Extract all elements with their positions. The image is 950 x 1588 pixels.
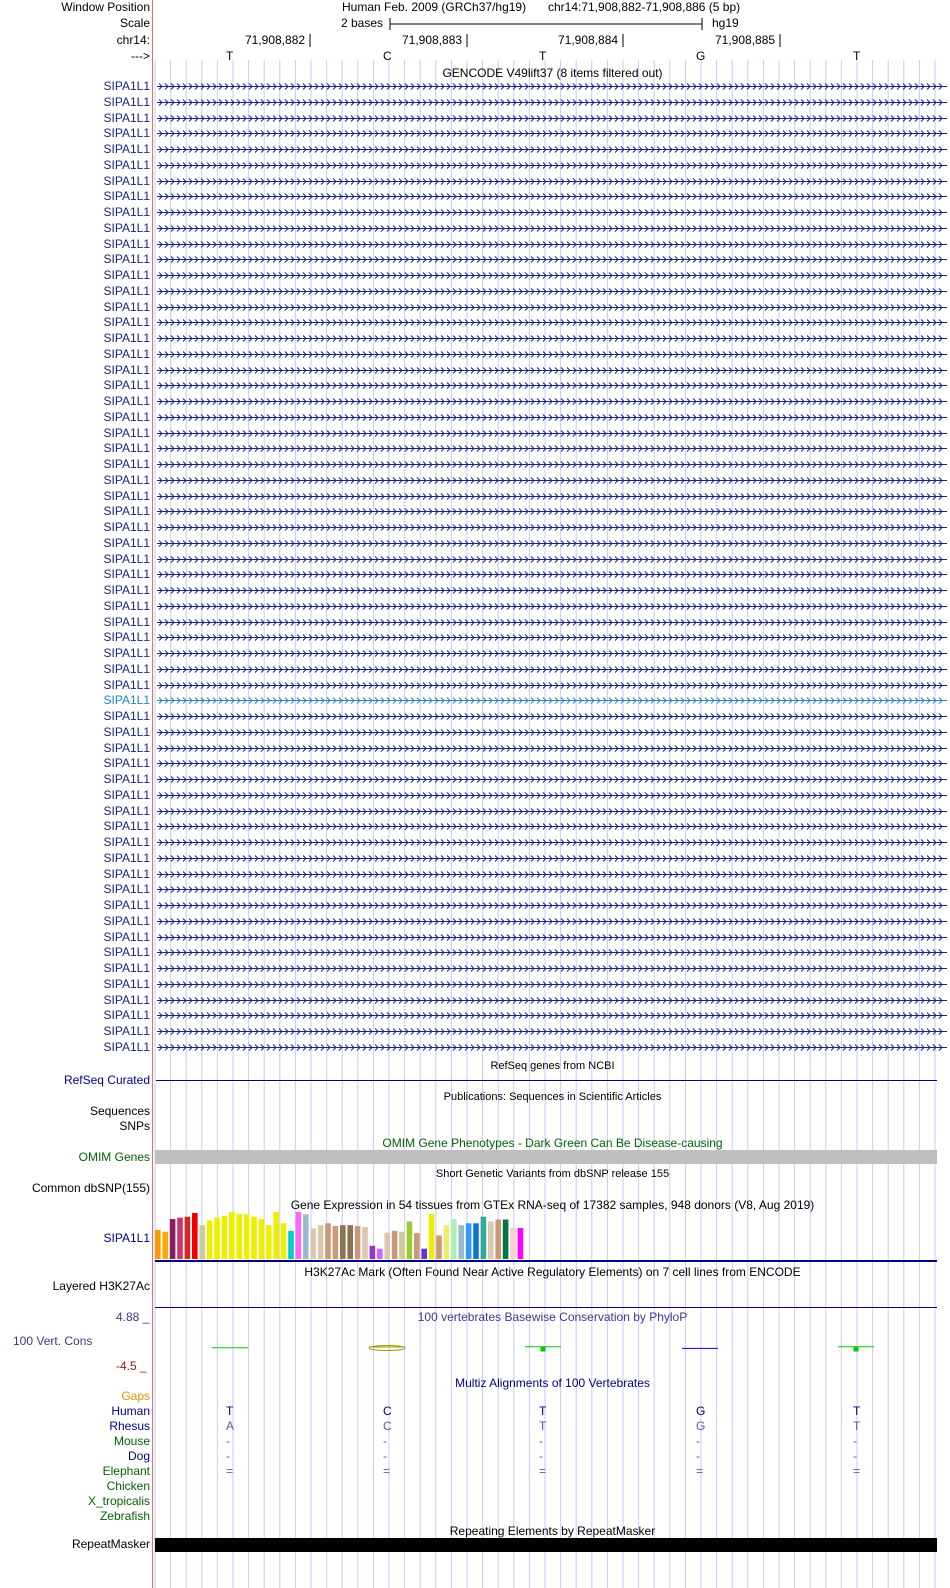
gencode-transcript-label[interactable]: SIPA1L1	[103, 630, 150, 645]
gtex-bar-chart[interactable]	[154, 1212, 554, 1260]
multiz-base: G	[696, 1404, 706, 1418]
gtex-tissue-bar	[466, 1223, 472, 1259]
gtex-tissue-bar	[473, 1223, 479, 1259]
gencode-transcript[interactable]	[157, 835, 947, 850]
multiz-species-label: Mouse	[113, 1434, 150, 1448]
gencode-transcript[interactable]	[157, 331, 947, 346]
gencode-transcript[interactable]	[157, 489, 947, 504]
gencode-transcript-label[interactable]: SIPA1L1	[103, 220, 150, 235]
gencode-transcript-label[interactable]: SIPA1L1	[103, 189, 150, 204]
multiz-base: =	[696, 1464, 704, 1478]
omim-track-label[interactable]: OMIM Genes	[78, 1150, 150, 1164]
position-range: chr14:71,908,882-71,908,886 (5 bp)	[548, 0, 741, 14]
gtex-tissue-bar	[488, 1221, 494, 1259]
gencode-transcript[interactable]	[157, 111, 947, 126]
gencode-transcript-label[interactable]: SIPA1L1	[103, 346, 150, 361]
gencode-transcript[interactable]	[157, 95, 947, 110]
gencode-transcript-label[interactable]: SIPA1L1	[103, 1008, 150, 1023]
gtex-tissue-bar	[229, 1212, 235, 1259]
gencode-transcript[interactable]	[157, 1008, 947, 1023]
gtex-tissue-bar	[458, 1225, 464, 1259]
gencode-transcript[interactable]	[157, 79, 947, 94]
gencode-transcript[interactable]	[157, 646, 947, 661]
gencode-transcript-label[interactable]: SIPA1L1	[103, 1024, 150, 1038]
ref-base: G	[696, 49, 706, 63]
gencode-transcript-label[interactable]: SIPA1L1	[103, 535, 150, 550]
gencode-transcript[interactable]	[157, 630, 947, 645]
gtex-tissue-bar	[303, 1214, 309, 1259]
gencode-transcript[interactable]	[157, 804, 947, 819]
gencode-transcript[interactable]	[157, 174, 947, 189]
gencode-transcript[interactable]	[157, 945, 947, 960]
gencode-transcript-label[interactable]: SIPA1L1	[103, 898, 150, 912]
gtex-tissue-bar	[444, 1225, 450, 1259]
gencode-transcript[interactable]	[157, 205, 947, 220]
multiz-base: -	[226, 1449, 230, 1463]
gencode-transcript[interactable]	[157, 725, 947, 740]
gencode-transcript-label[interactable]: SIPA1L1	[103, 236, 150, 251]
gencode-transcript[interactable]	[157, 756, 947, 771]
coord-tick-label: 71,908,883	[402, 33, 463, 47]
gencode-track-title[interactable]: GENCODE V49lift37 (8 items filtered out)	[442, 66, 663, 80]
gencode-transcript[interactable]	[157, 426, 947, 441]
gtex-tissue-bar	[214, 1218, 220, 1259]
gtex-tissue-bar	[155, 1230, 161, 1259]
gencode-transcript-label[interactable]: SIPA1L1	[103, 488, 150, 503]
gencode-transcript[interactable]	[157, 615, 947, 630]
gencode-transcript[interactable]	[157, 473, 947, 488]
gtex-track-title[interactable]: Gene Expression in 54 tissues from GTEx RNA-seq of 17382 samples, 948 donors (V8, Aug 2019)	[290, 1198, 815, 1212]
gtex-tissue-bar	[510, 1228, 516, 1259]
gencode-transcript-label[interactable]: SIPA1L1	[103, 677, 150, 692]
gencode-transcript[interactable]	[157, 867, 947, 882]
gtex-tissue-bar	[244, 1214, 250, 1259]
gencode-transcript-label[interactable]: SIPA1L1	[103, 772, 150, 786]
ref-base: T	[539, 49, 547, 63]
refseq-gene-line[interactable]	[156, 1080, 937, 1081]
gencode-transcript-label[interactable]: SIPA1L1	[103, 315, 150, 330]
gtex-tissue-bar	[251, 1217, 257, 1259]
multiz-base: -	[539, 1449, 543, 1463]
gtex-track-label[interactable]: SIPA1L1	[103, 1231, 150, 1245]
gencode-transcript[interactable]	[157, 1040, 947, 1055]
gencode-transcript-label[interactable]: SIPA1L1	[103, 378, 150, 393]
gencode-transcript-label[interactable]: SIPA1L1	[103, 740, 150, 755]
gencode-transcript-label[interactable]: SIPA1L1	[103, 94, 150, 109]
gencode-transcript[interactable]	[157, 410, 947, 425]
gencode-transcript[interactable]	[157, 567, 947, 582]
multiz-base: -	[383, 1434, 387, 1448]
gtex-tissue-bar	[266, 1225, 272, 1259]
gtex-tissue-bar	[503, 1220, 509, 1259]
gtex-tissue-bar	[421, 1249, 427, 1259]
gencode-transcript[interactable]	[157, 394, 947, 409]
ref-base: T	[226, 49, 234, 63]
phylop-signal[interactable]	[155, 1320, 937, 1380]
gencode-transcript-label[interactable]: SIPA1L1	[103, 709, 150, 723]
gtex-tissue-bar	[392, 1231, 398, 1259]
multiz-base: T	[539, 1419, 547, 1433]
multiz-species-label: Dog	[127, 1449, 150, 1463]
phylop-score-mark	[854, 1347, 859, 1352]
gencode-transcript[interactable]	[157, 363, 947, 378]
gtex-tissue-bar	[185, 1217, 191, 1259]
gencode-transcript-label[interactable]: SIPA1L1	[103, 646, 150, 660]
gencode-transcript-label[interactable]: SIPA1L1	[103, 598, 150, 613]
gencode-transcript-label[interactable]: SIPA1L1	[103, 157, 150, 172]
gencode-transcript-label[interactable]: SIPA1L1	[103, 394, 150, 408]
gtex-tissue-bar	[162, 1232, 168, 1259]
gencode-transcript[interactable]	[157, 772, 947, 787]
gencode-transcript[interactable]	[157, 678, 947, 693]
gencode-transcript-label[interactable]: SIPA1L1	[103, 472, 150, 487]
gencode-transcript-label[interactable]: SIPA1L1	[103, 567, 150, 582]
gencode-transcript-label[interactable]: SIPA1L1	[103, 913, 150, 928]
multiz-base: -	[853, 1449, 857, 1463]
gencode-transcript-label[interactable]: SIPA1L1	[103, 425, 150, 440]
gtex-tissue-bar	[340, 1225, 346, 1259]
gtex-tissue-bar	[495, 1220, 501, 1259]
gtex-tissue-bar	[384, 1233, 390, 1259]
gencode-transcript-label[interactable]: SIPA1L1	[103, 945, 150, 960]
multiz-track-title[interactable]: Multiz Alignments of 100 Vertebrates	[455, 1376, 650, 1390]
multiz-gaps-label: Gaps	[121, 1389, 150, 1403]
gtex-tissue-bar	[236, 1214, 242, 1259]
gencode-transcript-label[interactable]: SIPA1L1	[103, 283, 150, 298]
gencode-transcript[interactable]	[157, 457, 947, 472]
gencode-transcript-label[interactable]: SIPA1L1	[103, 331, 150, 345]
gtex-tissue-bar	[273, 1212, 279, 1259]
gencode-transcript-label[interactable]: SIPA1L1	[103, 268, 150, 282]
gencode-transcript-label[interactable]: SIPA1L1	[103, 882, 150, 897]
gencode-transcript-label[interactable]: SIPA1L1	[103, 929, 150, 944]
scale-label: Scale	[119, 16, 150, 30]
phylop-ymax: 4.88 _	[116, 1310, 150, 1324]
gencode-transcript[interactable]	[157, 693, 947, 708]
snps-track-label[interactable]: SNPs	[119, 1119, 150, 1133]
gencode-transcript[interactable]	[157, 709, 947, 724]
gencode-transcript[interactable]	[157, 378, 947, 393]
multiz-species-label: Zebrafish	[99, 1509, 150, 1523]
coord-ticks	[0, 33, 950, 48]
gtex-tissue-bar	[370, 1246, 376, 1259]
gencode-transcript-label[interactable]: SIPA1L1	[103, 441, 150, 456]
gencode-transcript-label[interactable]: SIPA1L1	[103, 724, 150, 739]
gencode-transcript[interactable]	[157, 237, 947, 252]
multiz-species-label: Rhesus	[109, 1419, 150, 1433]
gtex-tissue-bar	[362, 1227, 368, 1259]
gtex-tissue-bar	[451, 1219, 457, 1259]
gencode-transcript-label[interactable]: SIPA1L1	[103, 756, 150, 771]
multiz-species-label: Elephant	[102, 1464, 150, 1478]
gencode-transcript-label[interactable]: SIPA1L1	[103, 803, 150, 818]
gtex-tissue-bar	[518, 1228, 524, 1259]
gencode-transcript-label[interactable]: SIPA1L1	[103, 866, 150, 881]
gtex-tissue-bar	[207, 1220, 213, 1259]
gtex-tissue-bar	[199, 1225, 205, 1259]
h3k27ac-track-label[interactable]: Layered H3K27Ac	[52, 1279, 150, 1293]
gencode-transcript-label[interactable]: SIPA1L1	[103, 205, 150, 219]
multiz-base: G	[696, 1419, 706, 1433]
gencode-transcript[interactable]	[157, 536, 947, 551]
gtex-tissue-bar	[222, 1216, 228, 1259]
gtex-tissue-bar	[414, 1233, 420, 1259]
multiz-base: T	[226, 1404, 234, 1418]
gencode-transcript-label[interactable]: SIPA1L1	[103, 976, 150, 991]
gencode-transcript[interactable]	[157, 599, 947, 614]
gtex-tissue-bar	[429, 1214, 435, 1259]
gencode-transcript-label[interactable]: SIPA1L1	[103, 1039, 150, 1054]
multiz-base: -	[226, 1434, 230, 1448]
gencode-transcript-label[interactable]: SIPA1L1	[103, 992, 150, 1007]
multiz-base: C	[383, 1419, 392, 1433]
gencode-transcript[interactable]	[157, 788, 947, 803]
gtex-tissue-bar	[310, 1228, 316, 1259]
multiz-base: T	[853, 1419, 861, 1433]
sequences-track-label[interactable]: Sequences	[89, 1104, 150, 1118]
multiz-base: -	[696, 1449, 700, 1463]
gencode-transcript[interactable]	[157, 741, 947, 756]
dbsnp-track-label[interactable]: Common dbSNP(155)	[31, 1181, 150, 1195]
gencode-transcript[interactable]	[157, 315, 947, 330]
gencode-transcript[interactable]	[157, 993, 947, 1008]
scale-text: 2 bases	[341, 16, 384, 30]
gtex-tissue-bar	[288, 1231, 294, 1259]
multiz-species-label: Human	[111, 1404, 150, 1418]
gtex-tissue-bar	[377, 1249, 383, 1259]
gencode-transcript-label[interactable]: SIPA1L1	[103, 362, 150, 377]
multiz-base: -	[383, 1449, 387, 1463]
multiz-base: A	[226, 1419, 235, 1433]
multiz-species-label: X_tropicalis	[87, 1494, 150, 1508]
strand-arrow-label: --->	[131, 49, 150, 63]
multiz-base: -	[696, 1434, 700, 1448]
multiz-base: T	[853, 1404, 861, 1418]
gencode-transcript[interactable]	[157, 930, 947, 945]
repeatmasker-track-title[interactable]: Repeating Elements by RepeatMasker	[449, 1524, 656, 1538]
gtex-tissue-bar	[318, 1225, 324, 1259]
gtex-tissue-bar	[347, 1225, 353, 1259]
multiz-base: C	[383, 1404, 392, 1418]
multiz-base: =	[539, 1464, 547, 1478]
gencode-transcript[interactable]	[157, 189, 947, 204]
gencode-transcript[interactable]	[157, 882, 947, 897]
gencode-transcript[interactable]	[157, 898, 947, 913]
gencode-transcript-label[interactable]: SIPA1L1	[103, 457, 150, 471]
gencode-transcript[interactable]	[157, 851, 947, 866]
gencode-transcript[interactable]	[157, 520, 947, 535]
gencode-transcript[interactable]	[157, 583, 947, 598]
gtex-gene-line	[155, 1260, 937, 1262]
gencode-transcript[interactable]	[157, 158, 947, 173]
gtex-tissue-bar	[355, 1226, 361, 1259]
gencode-transcript-label[interactable]: SIPA1L1	[103, 614, 150, 629]
gtex-tissue-bar	[333, 1226, 339, 1259]
multiz-base: -	[853, 1434, 857, 1448]
repeatmasker-bar[interactable]	[155, 1538, 937, 1552]
gencode-transcript[interactable]	[157, 142, 947, 157]
gtex-tissue-bar	[281, 1223, 287, 1259]
phylop-ymin: -4.5 _	[116, 1359, 147, 1373]
gencode-transcript-label[interactable]: SIPA1L1	[103, 551, 150, 566]
gencode-transcript-label[interactable]: SIPA1L1	[103, 787, 150, 802]
gencode-transcript[interactable]	[157, 221, 947, 236]
gtex-tissue-bar	[192, 1213, 198, 1259]
ref-base: C	[383, 49, 392, 63]
multiz-base: =	[226, 1464, 234, 1478]
gencode-transcript-label[interactable]: SIPA1L1	[103, 173, 150, 188]
gtex-tissue-bar	[399, 1232, 405, 1259]
gencode-transcript[interactable]	[157, 504, 947, 519]
gencode-transcript-label[interactable]: SIPA1L1	[103, 961, 150, 975]
chrom-label: chr14:	[116, 33, 150, 47]
refseq-track-label[interactable]: RefSeq Curated	[63, 1073, 150, 1087]
h3k27ac-track-title[interactable]: H3K27Ac Mark (Often Found Near Active Regulatory Elements) on 7 cell lines from ENCODE	[304, 1265, 801, 1279]
omim-track-title[interactable]: OMIM Gene Phenotypes - Dark Green Can Be Disease-causing	[382, 1136, 723, 1150]
gencode-transcript-label[interactable]: SIPA1L1	[103, 693, 150, 708]
gencode-transcript-label[interactable]: SIPA1L1	[103, 583, 150, 597]
gencode-transcript-label[interactable]: SIPA1L1	[103, 520, 150, 534]
gtex-tissue-bar	[481, 1217, 487, 1259]
gencode-transcript[interactable]	[157, 284, 947, 299]
multiz-base: =	[383, 1464, 391, 1478]
gencode-transcript[interactable]	[157, 552, 947, 567]
multiz-species-label: Chicken	[106, 1479, 150, 1493]
coord-tick-label: 71,908,884	[558, 33, 619, 47]
coord-tick-label: 71,908,882	[245, 33, 306, 47]
gtex-tissue-bar	[170, 1219, 176, 1259]
gencode-transcript[interactable]	[157, 1024, 947, 1039]
gencode-transcript[interactable]	[157, 252, 947, 267]
gencode-transcript[interactable]	[157, 961, 947, 976]
phylop-track-title[interactable]: 100 vertebrates Basewise Conservation by PhyloP	[417, 1310, 688, 1324]
refseq-track-title[interactable]: RefSeq genes from NCBI	[490, 1060, 615, 1072]
gencode-transcript[interactable]	[157, 662, 947, 677]
window-position-label: Window Position	[61, 0, 150, 14]
gencode-transcript-label[interactable]: SIPA1L1	[103, 299, 150, 314]
gencode-transcript[interactable]	[157, 441, 947, 456]
gtex-tissue-bar	[296, 1212, 302, 1259]
gencode-transcript[interactable]	[157, 300, 947, 315]
gencode-transcript-label[interactable]: SIPA1L1	[103, 835, 150, 849]
h3k27ac-baseline	[155, 1307, 937, 1308]
phylop-score-mark	[541, 1347, 546, 1352]
gtex-tissue-bar	[259, 1219, 265, 1259]
dbsnp-track-title[interactable]: Short Genetic Variants from dbSNP release 155	[435, 1168, 670, 1180]
multiz-base: =	[853, 1464, 861, 1478]
gencode-transcript-label[interactable]: SIPA1L1	[103, 110, 150, 125]
gtex-tissue-bar	[407, 1221, 413, 1259]
gtex-tissue-bar	[177, 1218, 183, 1259]
gencode-transcript-label[interactable]: SIPA1L1	[103, 819, 150, 834]
phylop-track-label[interactable]: 100 Vert. Cons	[13, 1334, 93, 1348]
phylop-score-mark	[369, 1346, 405, 1351]
scale-bar	[388, 17, 706, 31]
gencode-transcript-label[interactable]: SIPA1L1	[103, 504, 150, 519]
gencode-transcript-label[interactable]: SIPA1L1	[103, 126, 150, 141]
repeatmasker-track-label[interactable]: RepeatMasker	[71, 1537, 150, 1551]
gencode-transcript-label[interactable]: SIPA1L1	[103, 142, 150, 156]
gencode-transcript[interactable]	[157, 347, 947, 362]
gencode-transcript-label[interactable]: SIPA1L1	[103, 661, 150, 676]
multiz-base: -	[539, 1434, 543, 1448]
gencode-transcript[interactable]	[157, 914, 947, 929]
gtex-tissue-bar	[325, 1223, 331, 1259]
gencode-transcript-label[interactable]: SIPA1L1	[103, 850, 150, 865]
gtex-tissue-bar	[436, 1236, 442, 1260]
coord-tick-label: 71,908,885	[715, 33, 776, 47]
gencode-transcript[interactable]	[157, 819, 947, 834]
gencode-transcript[interactable]	[157, 126, 947, 141]
db-name: hg19	[712, 16, 739, 30]
publications-track-title[interactable]: Publications: Sequences in Scientific Articles	[443, 1091, 662, 1103]
omim-gene-bar[interactable]	[155, 1150, 937, 1164]
gencode-transcript[interactable]	[157, 268, 947, 283]
gencode-transcript[interactable]	[157, 977, 947, 992]
assembly-name: Human Feb. 2009 (GRCh37/hg19)	[342, 0, 527, 14]
gencode-transcript-label[interactable]: SIPA1L1	[103, 409, 150, 424]
ref-base: T	[853, 49, 861, 63]
multiz-base: T	[539, 1404, 547, 1418]
gencode-transcript-label[interactable]: SIPA1L1	[103, 79, 150, 93]
gencode-transcript-label[interactable]: SIPA1L1	[103, 252, 150, 267]
